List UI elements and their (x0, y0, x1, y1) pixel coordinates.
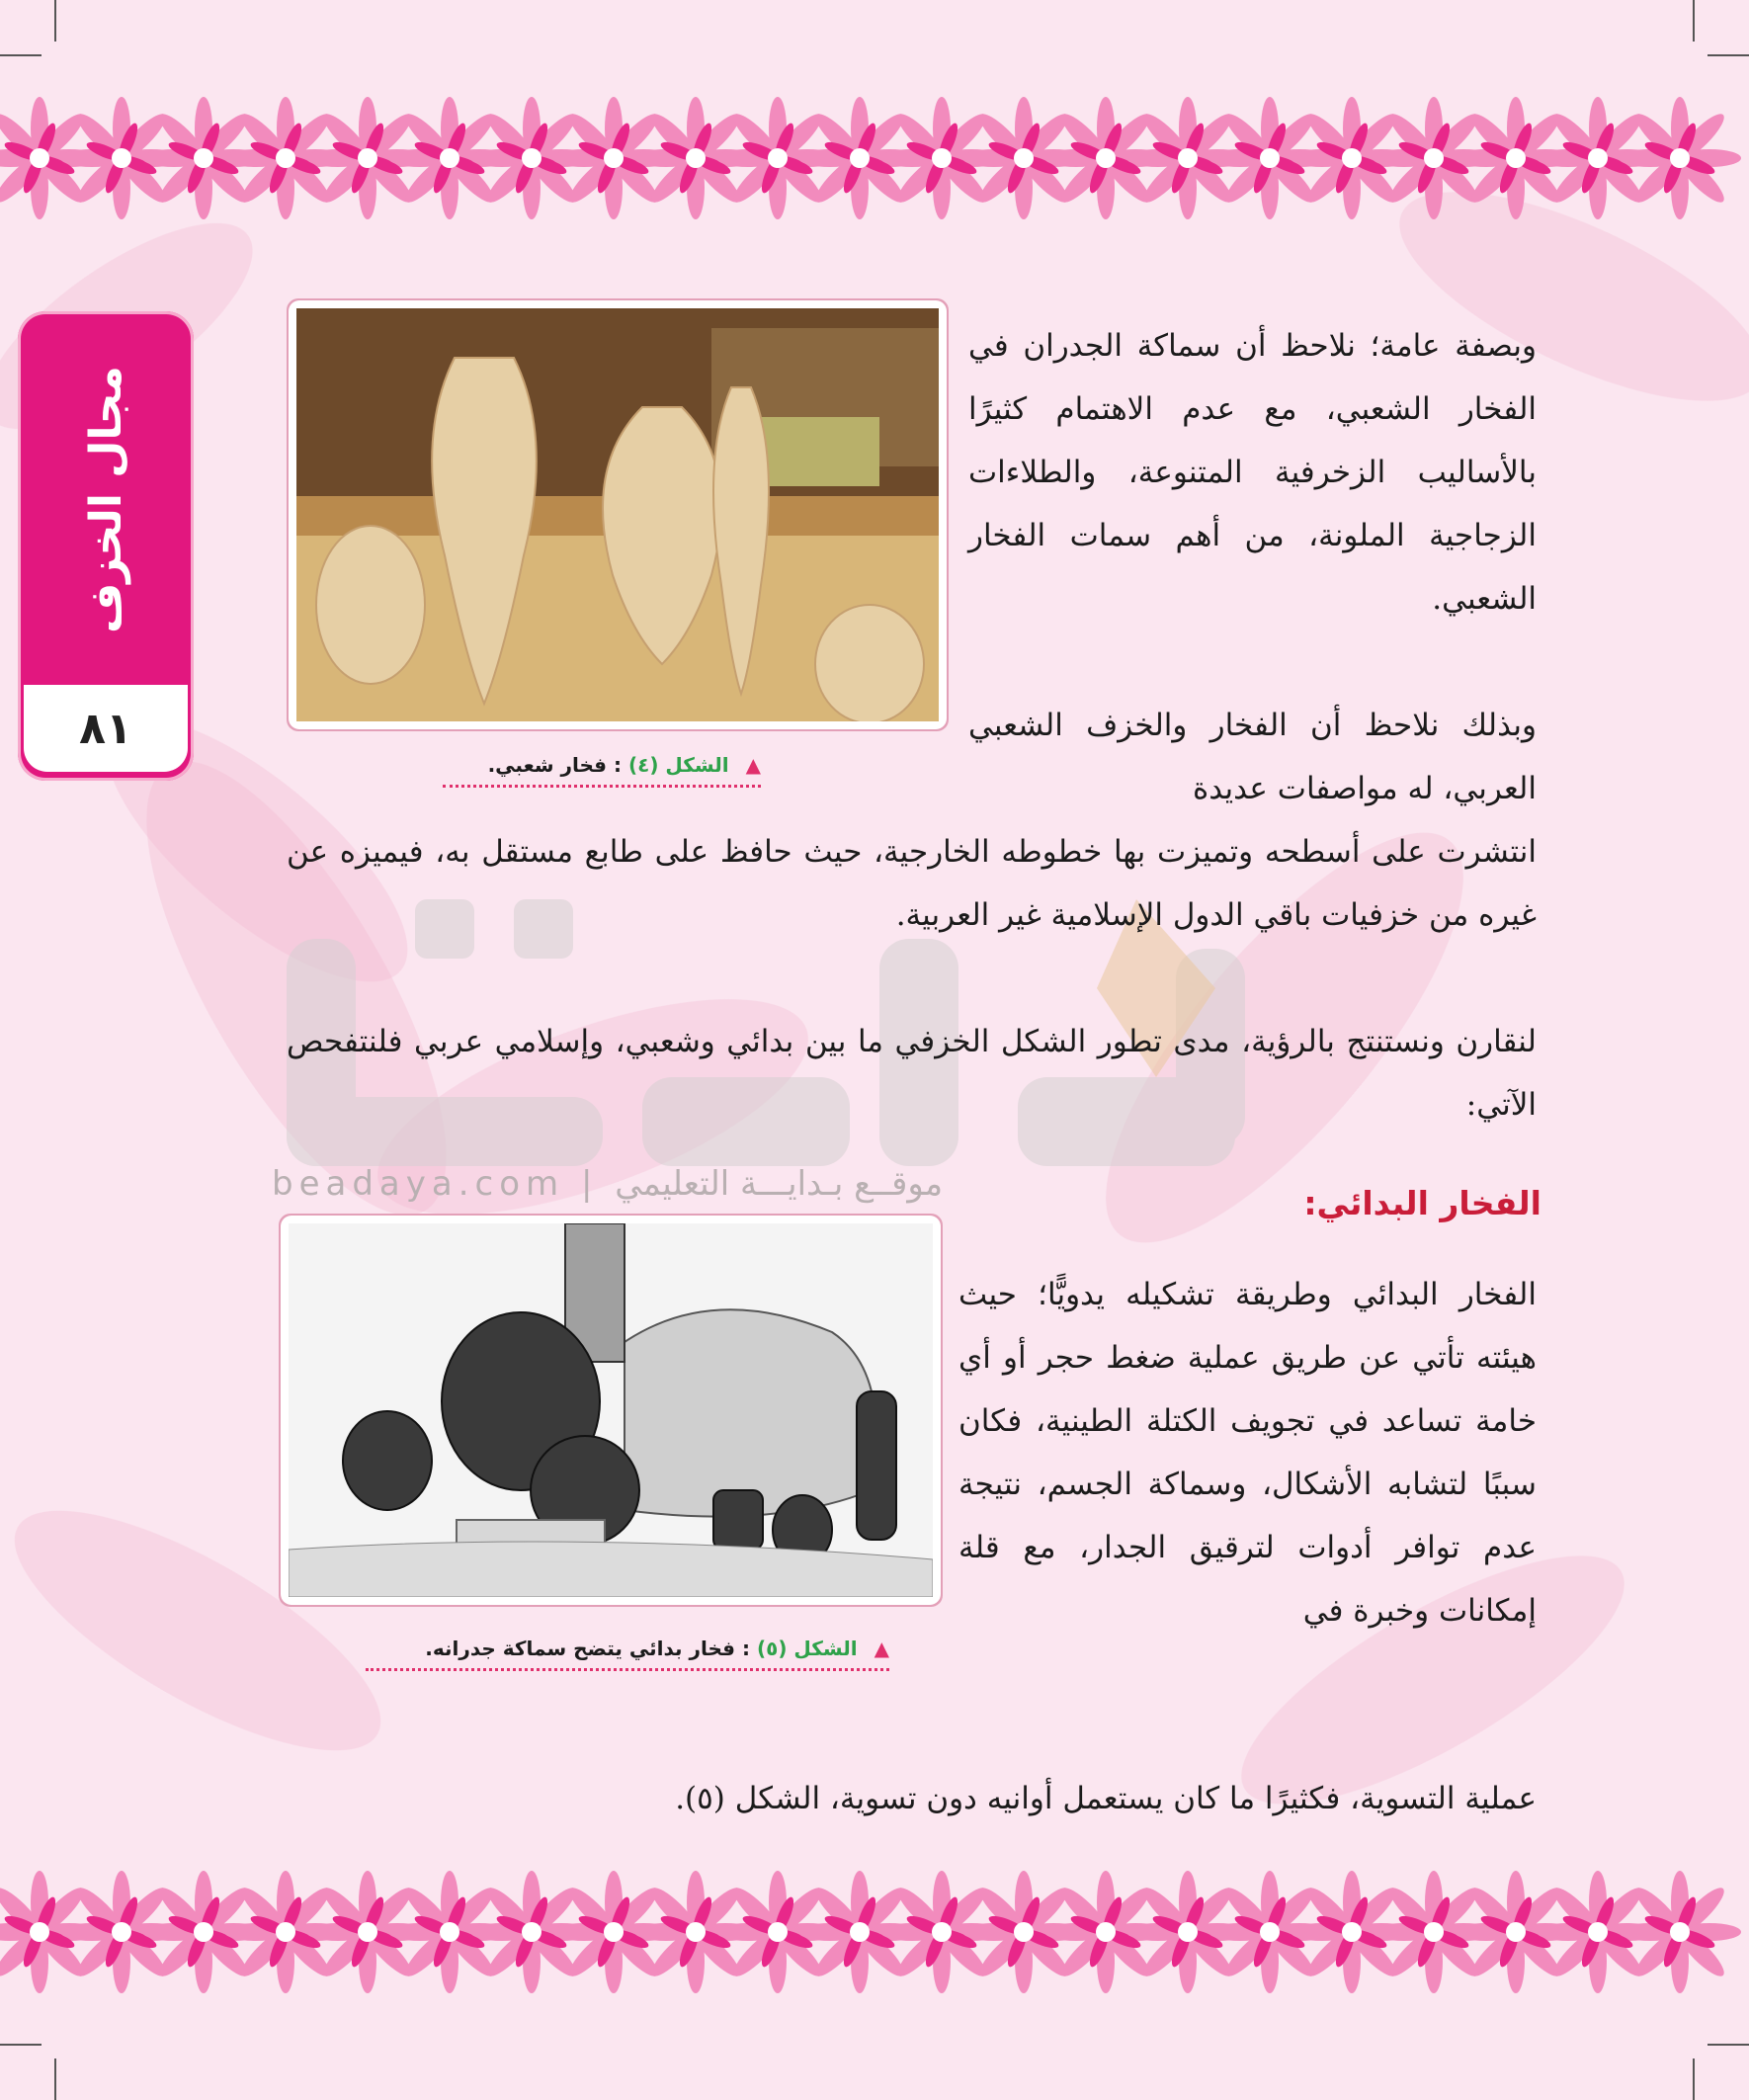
chapter-title-wrap (38, 351, 174, 647)
figure-5-label: الشكل (٥) (756, 1637, 858, 1660)
figure-4-caption (443, 753, 761, 788)
caption-arrow-icon: ▲ (745, 753, 761, 777)
crop-mark (54, 2058, 56, 2100)
paragraph-arab-folk-pottery-continuation: انتشرت على أسطحه وتميزت بها خطوطه الخارجية، حيث حافظ على طابع مستقل به، فيميزه عن غيره من خزفيات باقي الدول الإسلامية غير العربية. (287, 834, 1537, 933)
crop-mark (0, 54, 42, 56)
figure-5-text: : فخار بدائي يتضح سماكة جدرانه. (425, 1637, 750, 1660)
figure-4-text: : فخار شعبي. (487, 753, 622, 777)
chapter-side-tab (18, 311, 194, 781)
watermark-text: beadaya.com | موقــع بـدايـــة التعليمي (272, 1164, 944, 1204)
section-heading-primitive-pottery: الفخار البدائي: (1303, 1184, 1541, 1222)
figure-4-label: الشكل (٤) (627, 753, 729, 777)
caption-arrow-icon: ▲ (874, 1637, 889, 1660)
paragraph-primitive-pottery-end: عملية التسوية، فكثيرًا ما كان يستعمل أوانيه دون تسوية، الشكل (٥). (675, 1781, 1537, 1816)
paragraph-primitive-pottery: الفخار البدائي وطريقة تشكيله يدويًّا؛ حيث هيئته تأتي عن طريق عملية ضغط حجر أو أي خامة تساعد في تجويف الكتلة الطينية، فكان سببًا لتشابه الأشكال، وسماكة الجسم، نتيجة عدم توافر أدوات لترقيق الجدار، مع قلة إمكانات وخبرة في (958, 1277, 1537, 1629)
crop-mark (0, 2044, 42, 2046)
paragraph-folk-pottery-wall-thickness: وبصفة عامة؛ نلاحظ أن سماكة الجدران في الفخار الشعبي، مع عدم الاهتمام كثيرًا بالأساليب الزخرفية المتنوعة، والطلاءات الزجاجية الملونة، من أهم سمات الفخار الشعبي. (968, 328, 1537, 617)
figure-5-photo (289, 1223, 933, 1597)
chapter-title: مجال الخزف (80, 365, 131, 633)
figure-5-caption (366, 1637, 889, 1671)
page-number: ٨١ (79, 703, 132, 754)
crop-mark (1707, 2044, 1749, 2046)
paragraph-arab-folk-pottery-start: وبذلك نلاحظ أن الفخار والخزف الشعبي العربي، له مواصفات عديدة (968, 708, 1537, 806)
bottom-flower-border (0, 1858, 1749, 2006)
paragraph-compare-instructions: لنقارن ونستنتج بالرؤية، مدى تطور الشكل الخزفي ما بين بدائي وشعبي، وإسلامي عربي فلنتفحص الآتي: (287, 1024, 1537, 1123)
crop-mark (1707, 54, 1749, 56)
crop-mark (1693, 2058, 1695, 2100)
crop-mark (1693, 0, 1695, 42)
top-flower-border (0, 84, 1749, 232)
crop-mark (54, 0, 56, 42)
page-number-box (24, 685, 188, 772)
figure-4-photo (296, 308, 939, 721)
